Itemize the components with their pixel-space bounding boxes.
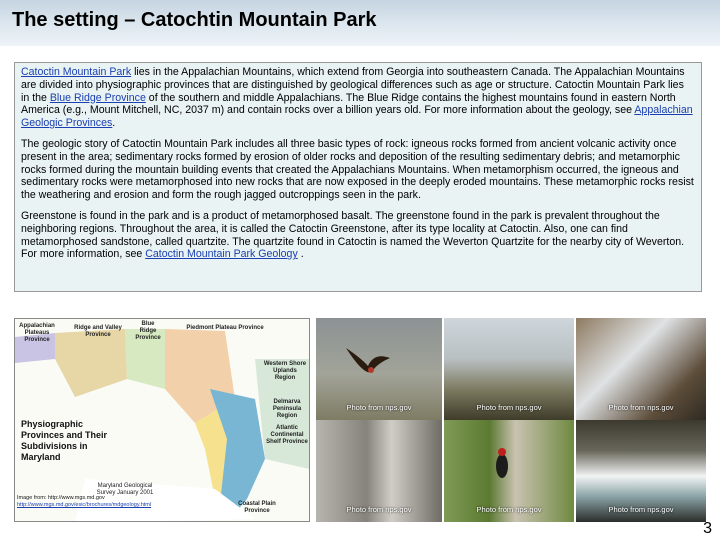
photo-caption: Photo from nps.gov: [476, 505, 542, 514]
label-appalachian: Appalachian Plateaus Province: [19, 323, 55, 343]
label-atlantic-shelf: Atlantic Continental Shelf Province: [266, 425, 308, 445]
label-ridge-valley: Ridge and Valley Province: [74, 325, 122, 338]
credit-link[interactable]: http://www.mgs.md.gov/esic/brochures/mdgeology.html: [17, 502, 152, 508]
label-piedmont: Piedmont Plateau Province: [186, 325, 264, 331]
paragraph-2: The geologic story of Catoctin Mountain Park includes all three basic types of rock: igneous rocks formed from ancient volcanic activity once present in the area; sedimentary rocks formed by erosion of older rocks and deposition of the resulting sedimentary debris; and metamorphic rocks formed during the mountain building events that created the Appalachians Mountains. When metamorphism occurred, the igneous and sedimentary rocks were metamorphosed into new rocks that are now exposed in the deeply eroded mountains. These metamorphic rocks resist the weathering and erosion and form the rough jagged outcroppings seen in the park.: [21, 137, 694, 202]
appalachian-provinces-link[interactable]: Appalachian Geologic Provinces: [21, 104, 693, 130]
image-credit: Image from: http://www.mgs.md.gov http://www.mgs.md.gov/esic/brochures/mdgeology.html: [17, 495, 152, 508]
page-title: The setting – Catochtin Mountain Park: [12, 9, 377, 31]
label-delmarva: Delmarva Peninsula Region: [272, 399, 302, 419]
photo-waterfall: [576, 420, 706, 522]
paragraph-1: Catoctin Mountain Park lies in the Appalachian Mountains, which extend from Georgia into southeastern Canada. The Appalachian Mountains are divided into physiographic provinces that are distinguished by geological differences such as age or structure. Catoctin Mountain Park lies in the Blue Ridge Province of the southern and middle Appalachians. The Blue Ridge contains the highest mountains found in eastern North America (e.g., Mount Mitchell, NC, 2037 m) and contain rocks over a billion years old. For more information about the geology, see Appalachian Geologic Provinces.: [21, 66, 693, 130]
photo-woodpecker: [444, 420, 574, 522]
photo-caption: Photo from nps.gov: [346, 403, 412, 412]
map-heading: Physiographic Provinces and Their Subdivisions in Maryland: [21, 419, 108, 462]
page-number: 3: [703, 520, 712, 537]
photo-caption: Photo from nps.gov: [608, 505, 674, 514]
park-geology-link[interactable]: Catoctin Mountain Park Geology: [145, 248, 298, 261]
label-blue-ridge: Blue Ridge Province: [135, 321, 161, 341]
maryland-provinces-map: [14, 318, 310, 522]
photo-caption: Photo from nps.gov: [608, 403, 674, 412]
photo-vulture: [316, 318, 442, 420]
photo-caption: Photo from nps.gov: [476, 403, 542, 412]
photo-snowy-stream: [576, 318, 706, 420]
blue-ridge-link[interactable]: Blue Ridge Province: [49, 91, 146, 104]
map-survey-note: Maryland Geological Survey January 2001: [96, 483, 154, 496]
label-western-shore: Western Shore Uplands Region: [263, 361, 307, 381]
photo-rock-outcrop: [316, 420, 442, 522]
label-coastal-plain: Coastal Plain Province: [238, 501, 276, 514]
photo-mountain-view: [444, 318, 574, 420]
title-bar: [0, 0, 720, 46]
photo-caption: Photo from nps.gov: [346, 505, 412, 514]
text-box: [14, 62, 702, 292]
paragraph-3: Greenstone is found in the park and is a product of metamorphosed basalt. The greenstone found in the park is prevalent throughout the neighboring regions. Throughout the area, it is called the Catoctin Greenstone, after its type locality at Catoctin. Also, one can find metamorphosed sandstone, called quartzite. The quartzite found in Catoctin is named the Weverton Quartzite for the nearby city of Weverton. For more information, see Catoctin Mountain Park Geology .: [21, 209, 685, 261]
catoctin-park-link[interactable]: Catoctin Mountain Park: [21, 66, 132, 78]
